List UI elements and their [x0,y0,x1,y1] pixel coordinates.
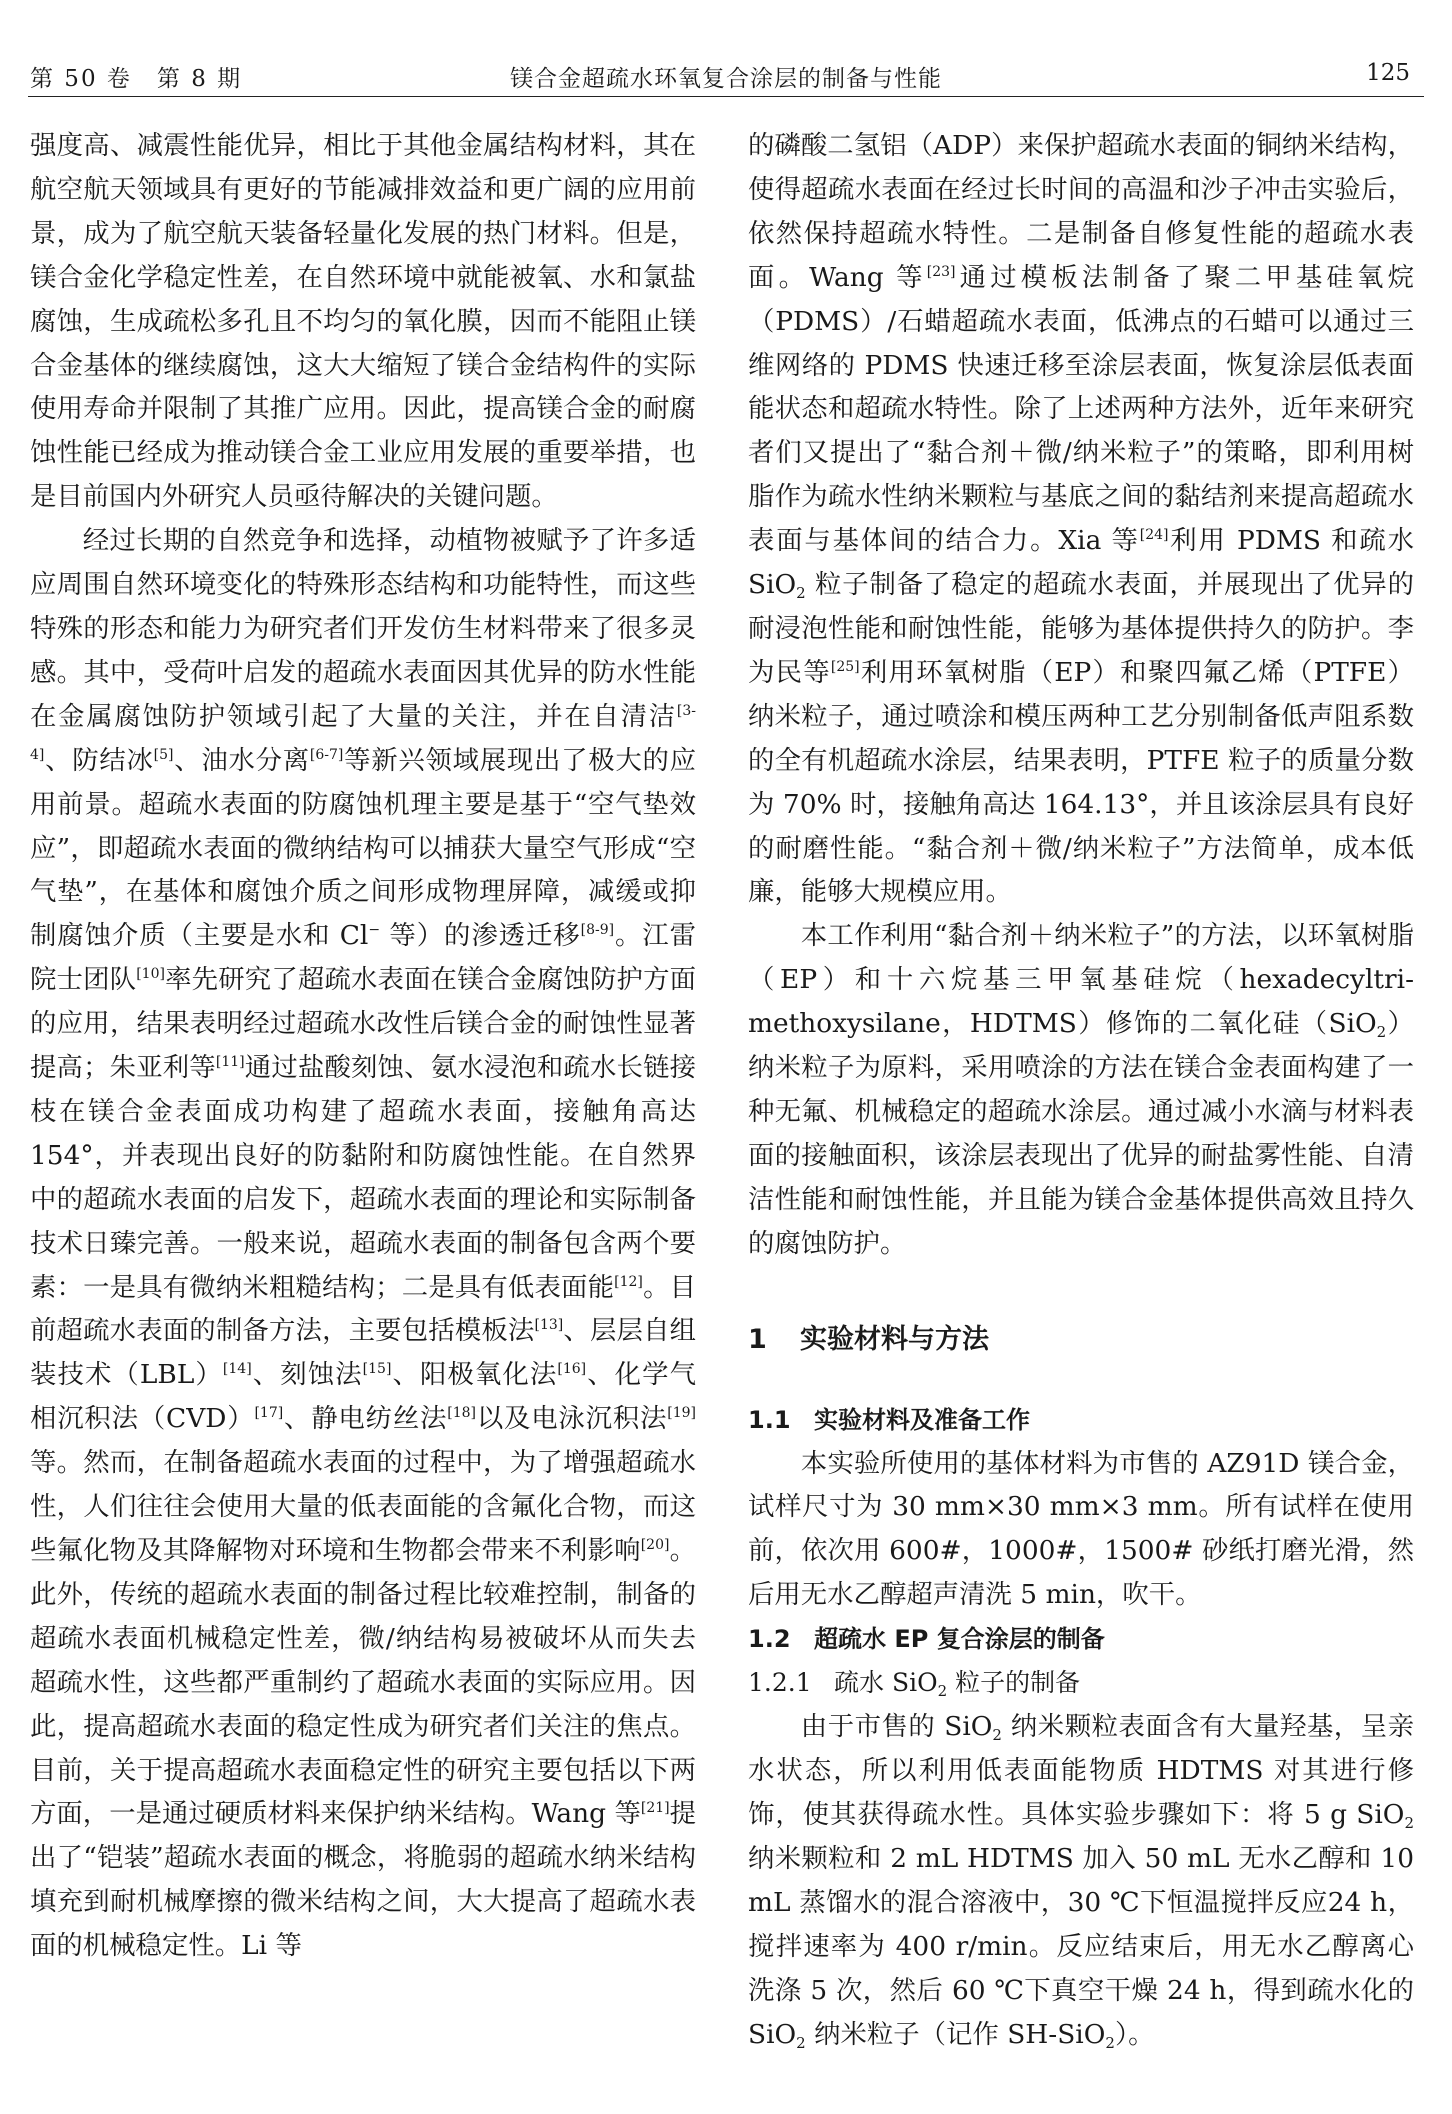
citation: [24] [1139,527,1169,544]
paragraph-stability-methods: 的磷酸二氢铝（ADP）来保护超疏水表面的铜纳米结构，使得超疏水表面在经过长时间的高温和沙子冲击实验后，依然保持超疏水特性。二是制备自修复性能的超疏水表面。Wang 等[23]通过模板法制备了聚二甲基硅氧烷（PDMS）/石蜡超疏水表面，低沸点的石蜡可以通过三维网络的 PDMS 快速迁移至涂层表面，恢复涂层低表面能状态和超疏水特性。除了上述两种方法外，近年来研究者们又提出了“黏合剂＋微/纳米粒子”的策略，即利用树脂作为疏水性纳米颗粒与基底之间的黏结剂来提高超疏水表面与基体间的结合力。Xia 等[24]利用 PDMS 和疏水 SiO$_2$ 粒子制备了稳定的超疏水表面，并展现出了优异的耐浸泡性能和耐蚀性能，能够为基体提供持久的防护。李为民等[25]利用环氧树脂（EP）和聚四氟乙烯（PTFE）纳米粒子，通过喷涂和模压两种工艺分别制备低声阻系数的全有机超疏水涂层，结果表明，PTFE 粒子的质量分数为 70% 时，接触角高达 164.13°，并且该涂层具有良好的耐磨性能。“黏合剂＋微/纳米粒子”方法简单，成本低廉，能够大规模应用。 [748,130,1415,908]
section-heading-1: 1 实验材料与方法 [748,1323,989,1355]
section-heading-1-2: 1.2 超疏水 EP 复合涂层的制备 [748,1625,1105,1654]
right-column [748,124,1414,2056]
citation: [8-9] [580,922,615,939]
page-number: 125 [1366,60,1410,86]
citation: [14] [222,1361,252,1378]
citation: [25] [830,658,860,675]
citation: [6-7] [309,746,344,763]
left-column [30,124,696,1968]
citation: [5] [153,746,174,763]
paragraph-sio2-preparation: 由于市售的 SiO$_2$ 纳米颗粒表面含有大量羟基，呈亲水状态，所以利用低表面能物质 HDTMS 对其进行修饰，使其获得疏水性。具体实验步骤如下：将 5 g SiO$_2$ 纳米颗粒和 2 mL HDTMS 加入 50 mL 无水乙醇和 10 mL 蒸馏水的混合溶液中，30 ℃下恒温搅拌反应24 h，搅拌速率为 400 r/min。反应结束后，用无水乙醇离心洗涤 5 次，然后 60 ℃下真空干燥 24 h，得到疏水化的 SiO$_2$ 纳米粒子（记作 SH-SiO$_2$）。 [748,1711,1415,2052]
citation: [23] [926,263,956,280]
citation: [21] [640,1800,670,1817]
paragraph-materials: 本实验所使用的基体材料为市售的 AZ91D 镁合金，试样尺寸为 30 mm×30 mm×3 mm。所有试样在使用前，依次用 600#，1000#，1500# 砂纸打磨光滑，然后用无水乙醇超声清洗 5 min，吹干。 [748,1447,1414,1611]
citation: [20] [640,1537,670,1553]
citation: [11] [215,1054,245,1071]
citation: [10] [136,966,165,983]
citation: [18] [447,1405,476,1422]
paragraph-this-work: 本工作利用“黏合剂＋纳米粒子”的方法，以环氧树脂（EP）和十六烷基三甲氧基硅烷（hexadecyltri-methoxysilane，HDTMS）修饰的二氧化硅（SiO$_2$）纳米粒子为原料，采用喷涂的方法在镁合金表面构建了一种无氟、机械稳定的超疏水涂层。通过减小水滴与材料表面的接触面积，该涂层表现出了优异的耐盐雾性能、自清洁性能和耐蚀性能，并且能为镁合金基体提供高效且持久的腐蚀防护。 [748,920,1414,1259]
citation: [12] [614,1273,643,1290]
section-heading-1-2-1: 1.2.1 疏水 SiO$_2$ 粒子的制备 [748,1668,1081,1701]
citation: [3-4] [30,702,696,763]
running-title: 镁合金超疏水环氧复合涂层的制备与性能 [510,66,942,92]
journal-volume-issue: 第 50 卷 第 8 期 [30,66,243,92]
citation: [13] [534,1317,564,1334]
paragraph-intro-continued: 强度高、减震性能优异，相比于其他金属结构材料，其在航空航天领域具有更好的节能减排效益和更广阔的应用前景，成为了航空航天装备轻量化发展的热门材料。但是，镁合金化学稳定性差，在自然环境中就能被氧、水和氯盐腐蚀，生成疏松多孔且不均匀的氧化膜，因而不能阻止镁合金基体的继续腐蚀，这大大缩短了镁合金结构件的实际使用寿命并限制了其推广应用。因此，提高镁合金的耐腐蚀性能已经成为推动镁合金工业应用发展的重要举措，也是目前国内外研究人员亟待解决的关键问题。 [30,130,696,513]
citation: [15] [362,1361,392,1378]
citation: [19] [667,1405,696,1422]
citation: [17] [254,1405,284,1422]
paragraph-superhydrophobic-background: 经过长期的自然竞争和选择，动植物被赋予了许多适应周围自然环境变化的特殊形态结构和功能特性，而这些特殊的形态和能力为研究者们开发仿生材料带来了很多灵感。其中，受荷叶启发的超疏水表面因其优异的防水性能在金属腐蚀防护领域引起了大量的关注，并在自清洁[3-4]、防结冰[5]、油水分离[6-7]等新兴领域展现出了极大的应用前景。超疏水表面的防腐蚀机理主要是基于“空气垫效应”，即超疏水表面的微纳结构可以捕获大量空气形成“空气垫”，在基体和腐蚀介质之间形成物理屏障，减缓或抑制腐蚀介质（主要是水和 Cl− 等）的渗透迁移[8-9]。江雷院士团队[10]率先研究了超疏水表面在镁合金腐蚀防护方面的应用，结果表明经过超疏水改性后镁合金的耐蚀性显著提高；朱亚利等[11]通过盐酸刻蚀、氨水浸泡和疏水长链接枝在镁合金表面成功构建了超疏水表面，接触角高达 154°，并表现出良好的防黏附和防腐蚀性能。在自然界中的超疏水表面的启发下，超疏水表面的理论和实际制备技术日臻完善。一般来说，超疏水表面的制备包含两个要素：一是具有微纳米粗糙结构；二是具有低表面能[12]。目前超疏水表面的制备方法，主要包括模板法[13]、层层自组装技术（LBL）[14]、刻蚀法[15]、阳极氧化法[16]、化学气相沉积法（CVD）[17]、静电纺丝法[18]以及电泳沉积法[19]等。然而，在制备超疏水表面的过程中，为了增强超疏水性，人们往往会使用大量的低表面能的含氟化合物，而这些氟化物及其降解物对环境和生物都会带来不利影响[20]。此外，传统的超疏水表面的制备过程比较难控制，制备的超疏水表面机械稳定性差，微/纳结构易被破坏从而失去超疏水性，这些都严重制约了超疏水表面的实际应用。因此，提高超疏水表面的稳定性成为研究者们关注的焦点。目前，关于提高超疏水表面稳定性的研究主要包括以下两方面，一是通过硬质材料来保护纳米结构。Wang 等[21]提出了“铠装”超疏水表面的概念，将脆弱的超疏水纳米结构填充到耐机械摩擦的微米结构之间，大大提高了超疏水表面的机械稳定性。Li 等 [30,525,697,1962]
running-header [28,58,1424,97]
section-heading-1-1: 1.1 实验材料及准备工作 [748,1405,1030,1434]
citation: [16] [557,1361,587,1378]
